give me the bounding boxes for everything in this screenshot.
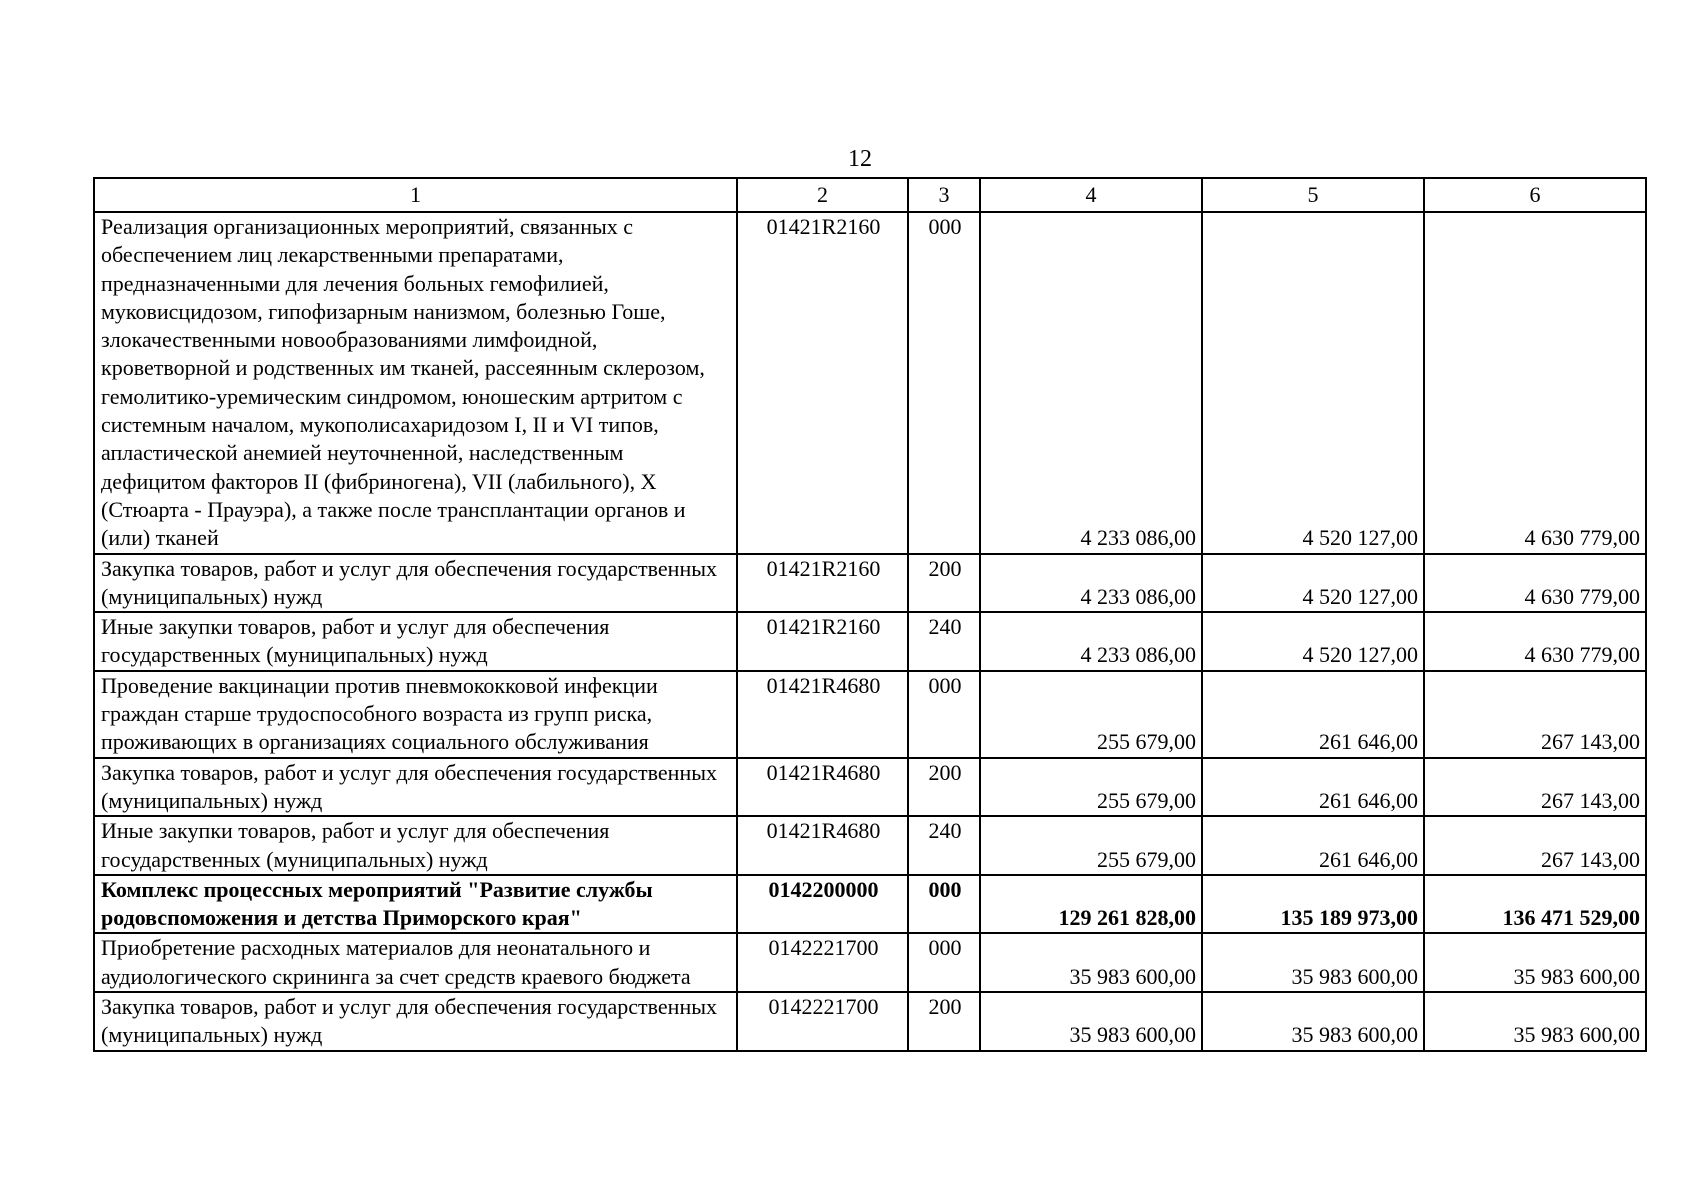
table-row bbox=[94, 933, 1646, 992]
row-value-col6: 35 983 600,00 bbox=[1424, 933, 1646, 992]
row-code-cell: 01421R4680 bbox=[737, 671, 908, 758]
row-value-col5: 4 520 127,00 bbox=[1202, 212, 1424, 554]
row-value-col5: 135 189 973,00 bbox=[1202, 875, 1424, 934]
row-value-col4: 35 983 600,00 bbox=[980, 992, 1202, 1051]
row-value-col4: 4 233 086,00 bbox=[980, 612, 1202, 671]
page-number: 12 bbox=[848, 146, 872, 172]
row-value-col5: 261 646,00 bbox=[1202, 671, 1424, 758]
row-type-cell: 000 bbox=[908, 671, 980, 758]
column-header: 4 bbox=[980, 178, 1202, 212]
table-row bbox=[94, 671, 1646, 758]
row-type-cell: 200 bbox=[908, 554, 980, 613]
row-value-col6: 267 143,00 bbox=[1424, 671, 1646, 758]
row-value-col5: 35 983 600,00 bbox=[1202, 992, 1424, 1051]
column-header: 6 bbox=[1424, 178, 1646, 212]
row-type-cell: 200 bbox=[908, 992, 980, 1051]
table-header-row bbox=[94, 178, 1646, 212]
row-code-cell: 0142221700 bbox=[737, 933, 908, 992]
row-value-col6: 267 143,00 bbox=[1424, 758, 1646, 817]
row-value-col4: 255 679,00 bbox=[980, 816, 1202, 875]
row-value-col6: 35 983 600,00 bbox=[1424, 992, 1646, 1051]
row-value-col6: 4 630 779,00 bbox=[1424, 212, 1646, 554]
row-value-col4: 255 679,00 bbox=[980, 671, 1202, 758]
row-type-cell: 000 bbox=[908, 212, 980, 554]
table-body bbox=[94, 212, 1646, 1051]
row-value-col5: 4 520 127,00 bbox=[1202, 554, 1424, 613]
row-name-cell: Иные закупки товаров, работ и услуг для обеспечения государственных (муниципальных) нужд bbox=[94, 612, 737, 671]
row-name-cell: Закупка товаров, работ и услуг для обеспечения государственных (муниципальных) нужд bbox=[94, 992, 737, 1051]
row-name-cell: Иные закупки товаров, работ и услуг для обеспечения государственных (муниципальных) нужд bbox=[94, 816, 737, 875]
row-value-col6: 4 630 779,00 bbox=[1424, 612, 1646, 671]
row-value-col6: 267 143,00 bbox=[1424, 816, 1646, 875]
row-value-col5: 261 646,00 bbox=[1202, 758, 1424, 817]
column-header: 5 bbox=[1202, 178, 1424, 212]
row-code-cell: 01421R2160 bbox=[737, 554, 908, 613]
row-code-cell: 01421R2160 bbox=[737, 612, 908, 671]
row-name-cell: Проведение вакцинации против пневмококковой инфекции граждан старше трудоспособного возраста из групп риска, проживающих в организациях социального обслуживания bbox=[94, 671, 737, 758]
row-value-col5: 261 646,00 bbox=[1202, 816, 1424, 875]
row-name-cell: Комплекс процессных мероприятий "Развитие службы родовспоможения и детства Приморского края" bbox=[94, 875, 737, 934]
row-name-cell: Приобретение расходных материалов для неонатального и аудиологического скрининга за счет средств краевого бюджета bbox=[94, 933, 737, 992]
row-value-col6: 136 471 529,00 bbox=[1424, 875, 1646, 934]
row-type-cell: 000 bbox=[908, 933, 980, 992]
row-type-cell: 240 bbox=[908, 816, 980, 875]
row-name-cell: Закупка товаров, работ и услуг для обеспечения государственных (муниципальных) нужд bbox=[94, 554, 737, 613]
row-value-col4: 4 233 086,00 bbox=[980, 554, 1202, 613]
row-code-cell: 0142200000 bbox=[737, 875, 908, 934]
row-name-cell: Реализация организационных мероприятий, связанных с обеспечением лиц лекарственными препаратами, предназначенными для лечения больных гемофилией, муковисцидозом, гипофизарным нанизмом, болезнью Гоше, злокачественными новообразованиями лимфоидной, кроветворной и родственных им тканей, рассеянным склерозом, гемолитико-уремическим синдромом, юношеским артритом с системным началом, мукополисахаридозом I, II и VI типов, апластической анемией неуточненной, наследственным дефицитом факторов II (фибриногена), VII (лабильного), X (Стюарта - Прауэра), а также после трансплантации органов и (или) тканей bbox=[94, 212, 737, 554]
row-value-col6: 4 630 779,00 bbox=[1424, 554, 1646, 613]
table-row bbox=[94, 612, 1646, 671]
table-row bbox=[94, 758, 1646, 817]
row-value-col5: 4 520 127,00 bbox=[1202, 612, 1424, 671]
row-code-cell: 01421R4680 bbox=[737, 758, 908, 817]
table-row bbox=[94, 816, 1646, 875]
row-type-cell: 200 bbox=[908, 758, 980, 817]
table-row bbox=[94, 992, 1646, 1051]
row-code-cell: 01421R2160 bbox=[737, 212, 908, 554]
row-value-col4: 35 983 600,00 bbox=[980, 933, 1202, 992]
column-header: 3 bbox=[908, 178, 980, 212]
row-value-col5: 35 983 600,00 bbox=[1202, 933, 1424, 992]
table-row bbox=[94, 875, 1646, 934]
row-name-cell: Закупка товаров, работ и услуг для обеспечения государственных (муниципальных) нужд bbox=[94, 758, 737, 817]
row-value-col4: 129 261 828,00 bbox=[980, 875, 1202, 934]
row-type-cell: 240 bbox=[908, 612, 980, 671]
column-header: 1 bbox=[94, 178, 737, 212]
row-code-cell: 0142221700 bbox=[737, 992, 908, 1051]
row-value-col4: 4 233 086,00 bbox=[980, 212, 1202, 554]
row-code-cell: 01421R4680 bbox=[737, 816, 908, 875]
budget-table bbox=[93, 177, 1647, 1052]
column-header: 2 bbox=[737, 178, 908, 212]
table-row bbox=[94, 212, 1646, 554]
row-value-col4: 255 679,00 bbox=[980, 758, 1202, 817]
table-row bbox=[94, 554, 1646, 613]
row-type-cell: 000 bbox=[908, 875, 980, 934]
